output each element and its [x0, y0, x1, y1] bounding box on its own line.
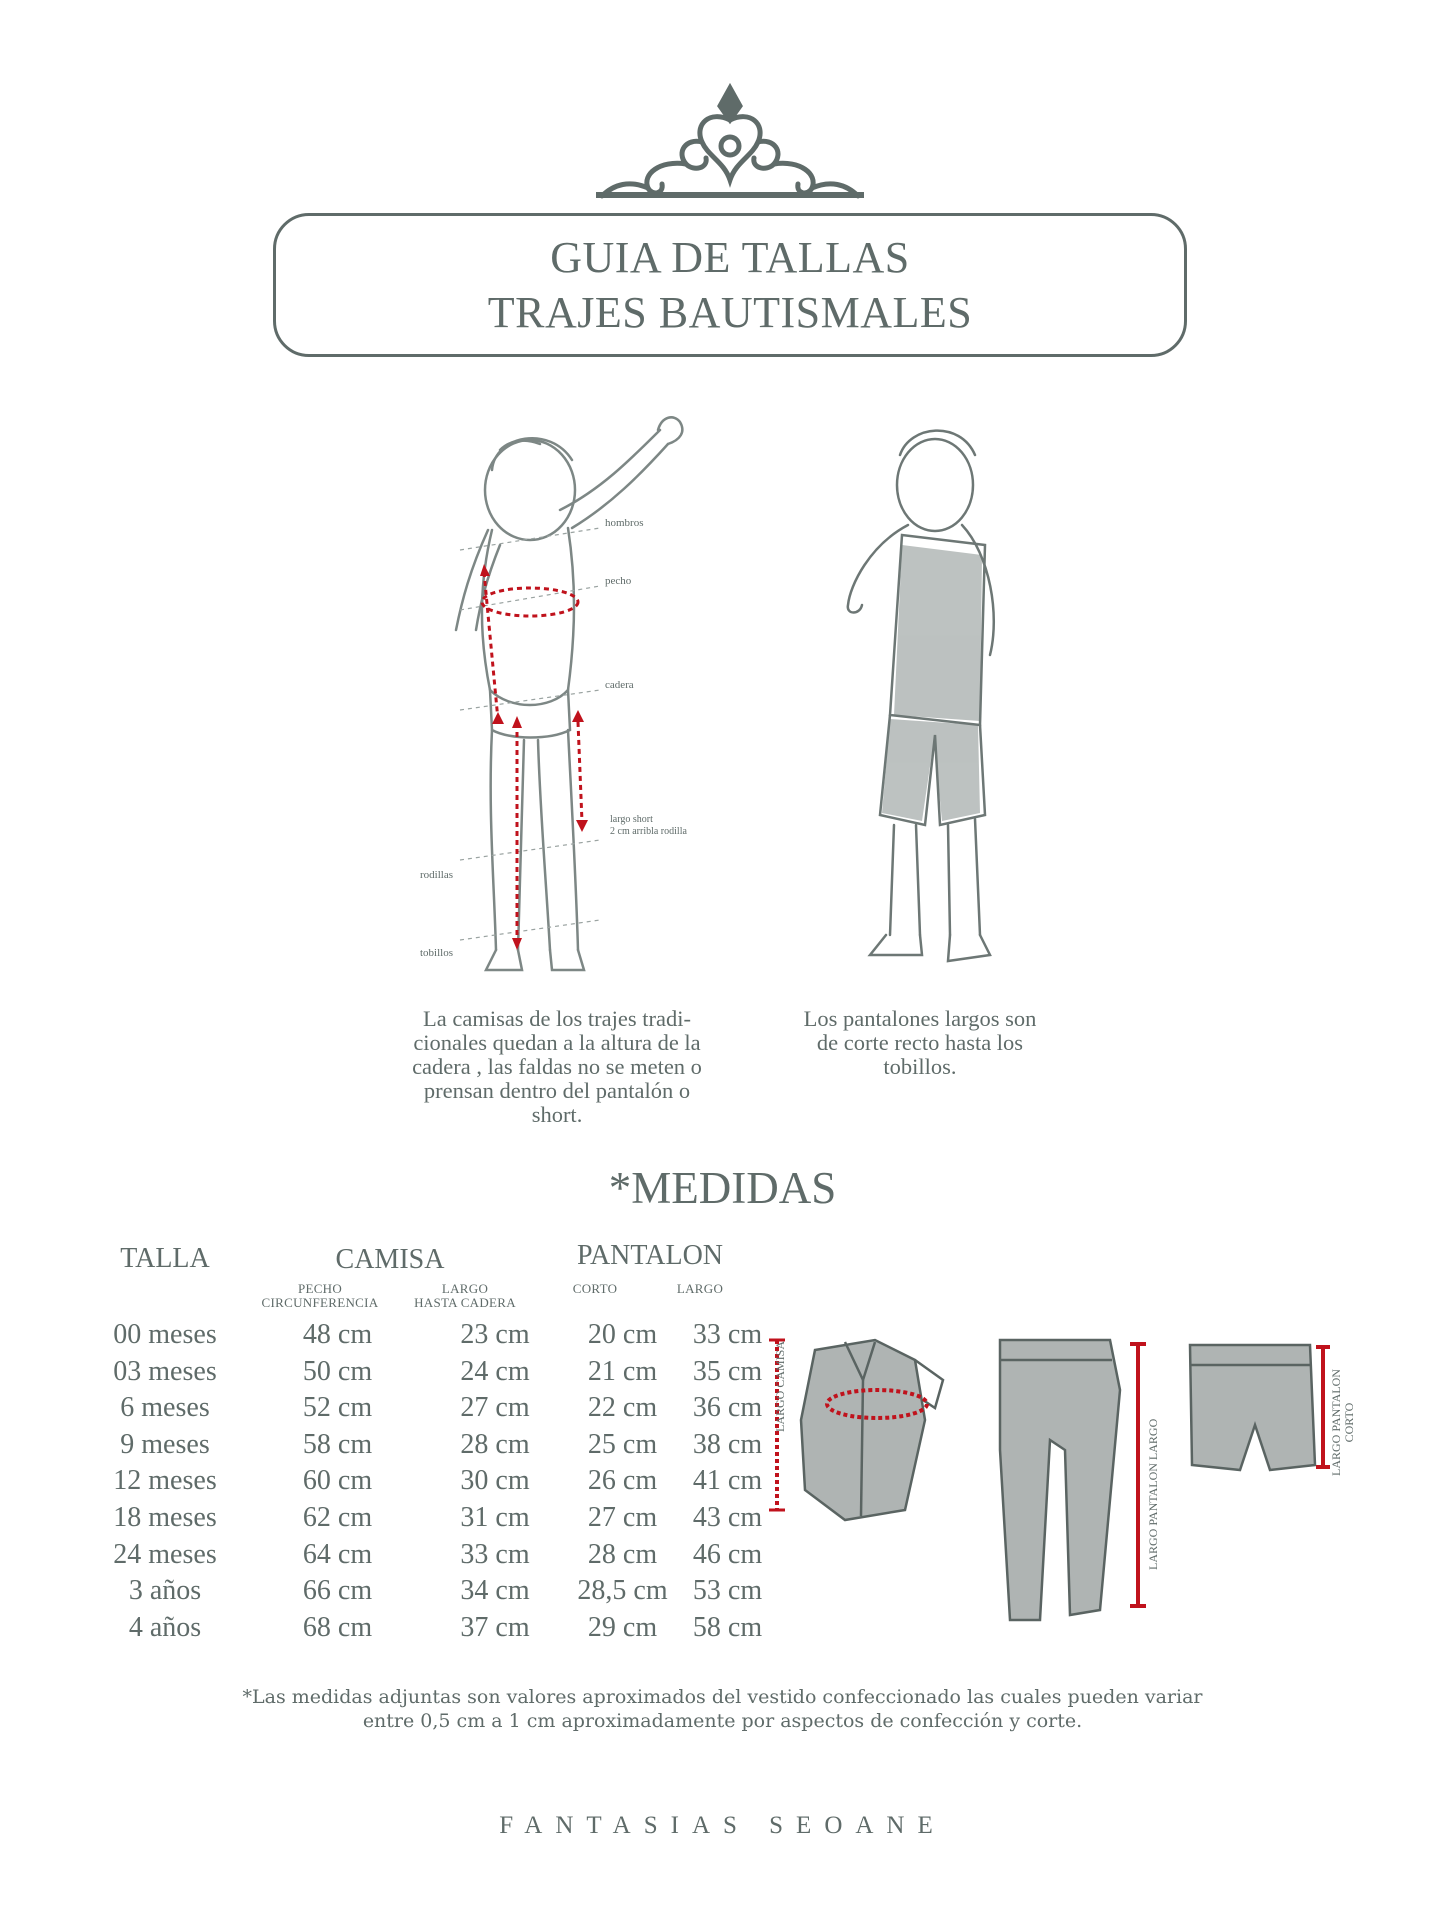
table-row — [80, 1390, 780, 1427]
cell-talla: 3 años — [128, 1575, 202, 1607]
caption-left-line: La camisas de los trajes tradi- — [422, 1006, 692, 1031]
subheader-corto: CORTO — [572, 1281, 618, 1296]
label-hombros: hombros — [605, 517, 644, 529]
cell-corto: 26 cm — [587, 1465, 658, 1497]
cell-pecho: 50 cm — [302, 1355, 373, 1387]
subheader-pecho-line: CIRCUNFERENCIA — [261, 1295, 379, 1310]
cell-largo-camisa: 33 cm — [460, 1538, 530, 1570]
cell-corto: 28,5 cm — [577, 1575, 668, 1607]
table-row — [80, 1537, 780, 1574]
subheader-pecho — [235, 1282, 405, 1310]
caption-left-line: short. — [531, 1102, 583, 1127]
cell-corto: 27 cm — [587, 1501, 658, 1533]
caption-left-line: prensan dentro del pantalón o — [423, 1078, 691, 1103]
cell-pecho: 52 cm — [302, 1392, 373, 1424]
table-row — [80, 1354, 780, 1391]
caption-right-line: de corte recto hasta los — [816, 1030, 1024, 1055]
table-row — [80, 1463, 780, 1500]
short-pants-illustration — [1180, 1335, 1330, 1485]
subheader-largo: LARGO — [676, 1281, 724, 1296]
label-largo-pantalon-largo: LARGO PANTALON LARGO — [1146, 1418, 1160, 1570]
title-box — [273, 213, 1187, 357]
long-pants-illustration — [970, 1330, 1150, 1630]
cell-largo-camisa: 28 cm — [460, 1428, 530, 1460]
cell-talla: 6 meses — [120, 1392, 210, 1424]
label-pecho: pecho — [605, 575, 632, 587]
table-row — [80, 1573, 780, 1610]
label-largo-pantalon-corto — [1330, 1369, 1356, 1476]
table-row — [80, 1610, 780, 1647]
label-largo-short-detail: 2 cm arribla rodilla — [610, 826, 687, 837]
cell-largo-camisa: 34 cm — [460, 1575, 530, 1607]
brand-name: FANTASIAS SEOANE — [499, 1812, 946, 1839]
label-largo-short: largo short — [610, 814, 653, 825]
cell-talla: 4 años — [128, 1611, 202, 1643]
cell-largo: 41 cm — [692, 1465, 763, 1497]
cell-largo: 35 cm — [692, 1355, 763, 1387]
cell-pecho: 48 cm — [302, 1319, 373, 1350]
cell-pecho: 64 cm — [302, 1538, 373, 1570]
page-title: GUIA DE TALLAS — [550, 233, 910, 282]
cell-largo: 36 cm — [692, 1392, 763, 1424]
label-largo-pantalon-corto-line: LARGO PANTALON — [1329, 1369, 1343, 1476]
header-talla: TALLA — [120, 1243, 210, 1274]
caption-right-line: tobillos. — [883, 1054, 957, 1079]
caption-right — [770, 1007, 1070, 1079]
cell-corto: 20 cm — [587, 1319, 658, 1350]
ornament-crest — [590, 80, 870, 200]
label-largo-pantalon-corto-line: CORTO — [1342, 1402, 1356, 1443]
subheader-largo-line: LARGO — [441, 1281, 489, 1296]
disclaimer-line: *Las medidas adjuntas son valores aproximados del vestido confeccionado las cuales pueden variar — [242, 1686, 1203, 1708]
cell-largo-camisa: 27 cm — [460, 1392, 530, 1424]
table-row — [80, 1317, 780, 1354]
cell-talla: 00 meses — [113, 1319, 217, 1350]
page-subtitle: TRAJES BAUTISMALES — [487, 288, 973, 337]
cell-largo-camisa: 31 cm — [460, 1501, 530, 1533]
header-camisa: CAMISA — [335, 1244, 445, 1275]
cell-talla: 18 meses — [113, 1501, 217, 1533]
cell-largo: 53 cm — [692, 1575, 763, 1607]
label-cadera: cadera — [605, 679, 634, 691]
vest-garment-illustration — [765, 1320, 945, 1530]
subheader-pecho-line: PECHO — [297, 1281, 343, 1296]
cell-largo: 33 cm — [692, 1319, 763, 1350]
label-rodillas: rodillas — [420, 869, 453, 881]
cell-pecho: 66 cm — [302, 1575, 373, 1607]
cell-talla: 12 meses — [113, 1465, 217, 1497]
cell-talla: 9 meses — [120, 1428, 210, 1460]
label-largo-camisa: LARGO CAMISA — [773, 1340, 787, 1432]
size-table — [80, 1317, 780, 1646]
cell-largo: 38 cm — [692, 1428, 763, 1460]
cell-corto: 29 cm — [587, 1611, 658, 1643]
boy-suit-illustration — [830, 415, 1020, 985]
caption-left-line: cadera , las faldas no se meten o — [412, 1054, 702, 1079]
cell-corto: 21 cm — [587, 1355, 658, 1387]
cell-talla: 24 meses — [113, 1538, 217, 1570]
cell-largo-camisa: 30 cm — [460, 1465, 530, 1497]
cell-pecho: 60 cm — [302, 1465, 373, 1497]
cell-talla: 03 meses — [113, 1355, 217, 1387]
caption-left — [382, 1007, 732, 1127]
cell-largo: 43 cm — [692, 1501, 763, 1533]
disclaimer-note — [0, 1685, 1445, 1733]
subheader-largo-camisa — [395, 1282, 535, 1310]
cell-corto: 22 cm — [587, 1392, 658, 1424]
label-tobillos: tobillos — [420, 947, 454, 959]
caption-right-line: Los pantalones largos son — [803, 1006, 1037, 1031]
measures-title: *MEDIDAS — [608, 1163, 837, 1213]
header-pantalon: PANTALON — [576, 1240, 724, 1271]
caption-left-line: cionales quedan a la altura de la — [413, 1030, 701, 1055]
cell-largo-camisa: 24 cm — [460, 1355, 530, 1387]
cell-corto: 25 cm — [587, 1428, 658, 1460]
cell-pecho: 68 cm — [302, 1611, 373, 1643]
cell-largo-camisa: 37 cm — [460, 1611, 530, 1643]
cell-largo: 58 cm — [692, 1611, 763, 1643]
table-row — [80, 1427, 780, 1464]
cell-pecho: 58 cm — [302, 1428, 373, 1460]
child-measurement-illustration — [400, 410, 730, 980]
cell-pecho: 62 cm — [302, 1501, 373, 1533]
cell-largo-camisa: 23 cm — [460, 1319, 530, 1350]
cell-corto: 28 cm — [587, 1538, 658, 1570]
table-row — [80, 1500, 780, 1537]
disclaimer-line: entre 0,5 cm a 1 cm aproximadamente por aspectos de confección y corte. — [362, 1710, 1083, 1732]
subheader-largo-line: HASTA CADERA — [414, 1295, 516, 1310]
cell-largo: 46 cm — [692, 1538, 763, 1570]
